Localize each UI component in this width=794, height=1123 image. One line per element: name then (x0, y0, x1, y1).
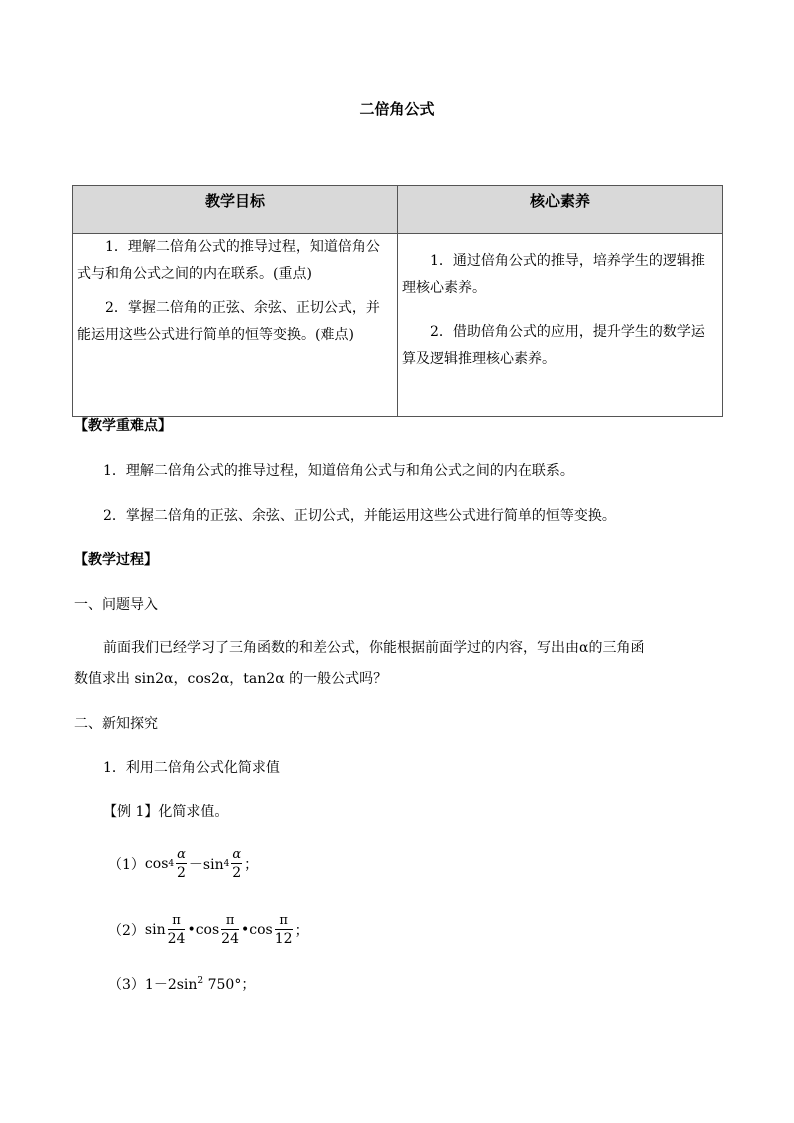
eq2-fraction-3: $\frac{\pi}{12}$ (274, 912, 293, 947)
eq3-label: （3） (108, 977, 145, 993)
example-1 (103, 801, 228, 821)
example-label: 【例 1】 (103, 804, 159, 820)
goal-1: 1．理解二倍角公式的推导过程，知道倍角公式与和角公式之间的内在联系。(重点) (77, 239, 380, 282)
goals-table (72, 185, 723, 417)
eq2-sin: sin (144, 922, 166, 938)
literacy-2: 2．借助倍角公式的应用，提升学生的数学运算及逻辑推理核心素养。 (402, 324, 705, 367)
eq1-fraction-1: $\frac{\alpha}{2}$ (177, 846, 186, 881)
intro-line-1: 前面我们已经学习了三角函数的和差公式，你能根据前面学过的内容，写出由α的三角函 (103, 640, 645, 656)
eq2-dot-2: • (241, 922, 250, 938)
eq3-part-b: 750°； (203, 977, 256, 993)
key-point-1: 1．理解二倍角公式的推导过程，知道倍角公式与和角公式之间的内在联系。 (103, 463, 574, 479)
subsection-1-heading: 1．利用二倍角公式化简求值 (103, 760, 280, 776)
equation-1 (108, 840, 258, 888)
intro-line-2: 数值求出 sin2α，cos2α，tan2α 的一般公式吗？ (74, 671, 388, 687)
goal-2: 2．掌握二倍角的正弦、余弦、正切公式，并能运用这些公式进行简单的恒等变换。(难点) (77, 300, 380, 343)
eq1-cos: cos (144, 856, 169, 872)
eq1-end: ； (244, 857, 259, 873)
eq2-fraction-1: $\frac{\pi}{24}$ (167, 912, 186, 947)
eq3-part-a: 1－2sin (144, 977, 198, 993)
eq2-cos-1: cos (195, 922, 220, 938)
eq2-cos-2: cos (249, 922, 273, 938)
key-points-heading: 【教学重难点】 (74, 418, 172, 434)
eq1-label: （1） (108, 857, 145, 873)
section-1-heading: 一、问题导入 (74, 597, 158, 613)
eq2-dot-1: • (187, 922, 196, 938)
literacy-1: 1．通过倍角公式的推导，培养学生的逻辑推理核心素养。 (402, 253, 705, 296)
eq2-end: ； (294, 923, 309, 939)
process-heading: 【教学过程】 (74, 552, 158, 568)
eq1-power-2: 4 (223, 859, 230, 869)
page-title: 二倍角公式 (359, 100, 435, 118)
eq1-power-1: 4 (168, 859, 175, 869)
section-2-heading: 二、新知探究 (74, 716, 158, 732)
core-literacy-cell (398, 234, 723, 417)
header-teaching-goals: 教学目标 (73, 186, 398, 234)
equation-2 (108, 906, 309, 954)
eq2-label: （2） (108, 923, 145, 939)
eq1-fraction-2: $\frac{\alpha}{2}$ (232, 846, 242, 881)
key-point-2: 2．掌握二倍角的正弦、余弦、正切公式，并能运用这些公式进行简单的恒等变换。 (103, 508, 616, 524)
eq2-fraction-2: $\frac{\pi}{24}$ (221, 912, 239, 947)
header-core-literacy: 核心素养 (398, 186, 723, 234)
example-text: 化简求值。 (158, 804, 229, 820)
eq3-power: 2 (197, 976, 204, 986)
teaching-goals-cell (73, 234, 398, 417)
eq1-minus-sin: －sin (188, 857, 224, 873)
equation-3 (108, 974, 255, 994)
